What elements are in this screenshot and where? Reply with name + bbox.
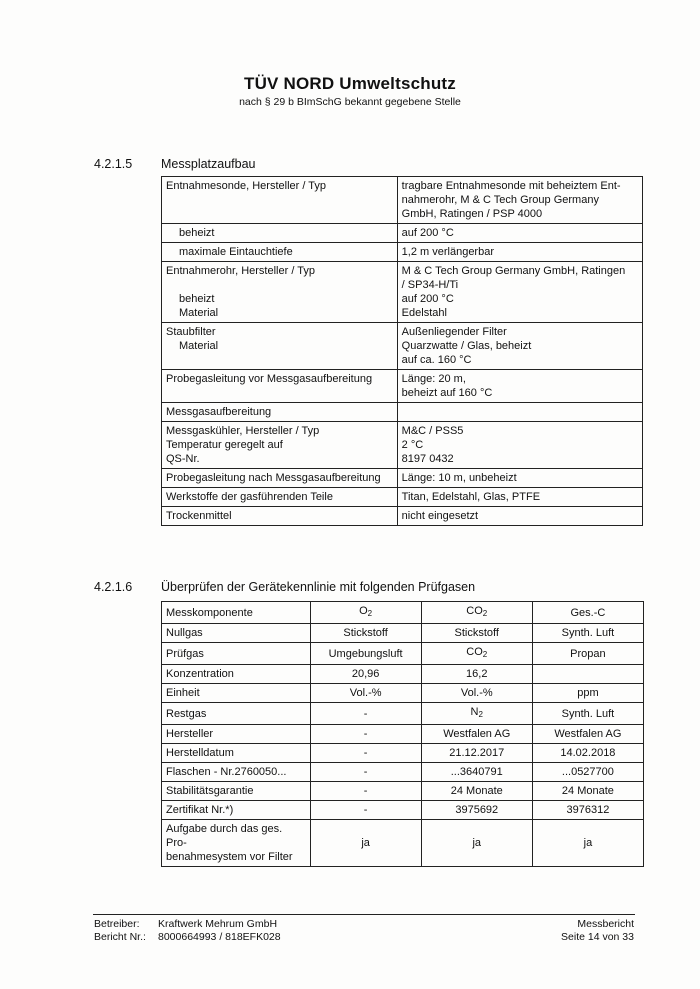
gas-table-row <box>162 763 644 782</box>
setup-row <box>162 243 643 262</box>
setup-value: GmbH, Ratingen / PSP 4000 <box>401 208 543 220</box>
gas-cell-o2-text: - <box>363 766 368 778</box>
setup-label-cell <box>162 177 398 224</box>
setup-value-cell <box>397 243 642 262</box>
gas-cell-o2 <box>310 782 421 801</box>
footer-values <box>158 918 281 944</box>
section-number-2: 4.2.1.6 <box>94 580 133 594</box>
page-number: Seite 14 von 33 <box>561 931 634 943</box>
gas-cell-o2-text: - <box>363 728 368 740</box>
gas-cell-co2 <box>421 763 532 782</box>
gas-cell-o2 <box>310 624 421 643</box>
setup-value-cell <box>397 469 642 488</box>
betreiber-value: Kraftwerk Mehrum GmbH <box>158 918 278 930</box>
setup-value: Länge: 20 m, <box>401 373 466 385</box>
setup-value-cell <box>397 224 642 243</box>
setup-label: Entnahmerohr, Hersteller / Typ <box>166 265 315 277</box>
setup-value: auf 200 °C <box>401 293 454 305</box>
gas-cell-o2 <box>310 684 421 703</box>
bericht-value: 8000664993 / 818EFK028 <box>158 931 281 943</box>
gas-cell-o2 <box>310 801 421 820</box>
setup-value: beheizt auf 160 °C <box>401 387 493 399</box>
gas-table-header <box>162 602 644 624</box>
gas-cell-o2-text: 20,96 <box>351 668 380 680</box>
gas-cell-co2 <box>421 643 532 665</box>
test-gas-table <box>161 601 644 867</box>
gas-cell-co2 <box>421 725 532 744</box>
setup-value: nahmerohr, M & C Tech Group Germany <box>401 194 599 206</box>
gas-cell-o2 <box>310 744 421 763</box>
gas-row-label-text: Flaschen - Nr.2760050... <box>166 766 287 778</box>
column-header-label-text: Messkomponente <box>166 606 253 619</box>
setup-label-cell <box>162 262 398 323</box>
section-title-1: Messplatzaufbau <box>161 157 256 171</box>
setup-label: Material <box>179 307 219 319</box>
setup-value: auf 200 °C <box>401 227 454 239</box>
gas-row-label <box>162 782 311 801</box>
setup-value: Titan, Edelstahl, Glas, PTFE <box>401 491 541 503</box>
footer-right <box>561 918 634 944</box>
setup-label-cell <box>162 507 398 526</box>
bericht-label: Bericht Nr.: <box>94 931 146 943</box>
setup-label: Probegasleitung vor Messgasaufbereitung <box>166 373 373 385</box>
gas-row-label <box>162 643 311 665</box>
doc-type: Messbericht <box>577 918 634 930</box>
gas-cell-co2-text: ja <box>472 837 482 849</box>
gas-row-label <box>162 684 311 703</box>
gas-cell-gesc <box>532 820 643 867</box>
gas-cell-co2 <box>421 744 532 763</box>
gas-cell-o2-text: - <box>363 747 368 759</box>
gas-cell-gesc-text: Westfalen AG <box>554 728 622 740</box>
setup-row <box>162 370 643 403</box>
gas-table-row <box>162 820 644 867</box>
setup-label: Messgasaufbereitung <box>166 406 272 418</box>
setup-label: beheizt <box>179 227 215 239</box>
gas-cell-o2-text: - <box>363 804 368 816</box>
gas-table-row <box>162 782 644 801</box>
document-subtitle: nach § 29 b BImSchG bekannt gegebene Stelle <box>239 96 461 108</box>
setup-row <box>162 507 643 526</box>
gas-cell-o2-text: - <box>363 707 368 720</box>
gas-row-label <box>162 801 311 820</box>
gas-cell-co2-text: CO <box>466 646 483 658</box>
gas-row-label <box>162 820 311 867</box>
gas-cell-gesc-text: Propan <box>570 647 606 660</box>
setup-label: beheizt <box>179 293 215 305</box>
gas-table-row <box>162 684 644 703</box>
setup-value: Länge: 10 m, unbeheizt <box>401 472 517 484</box>
column-header-gesc <box>532 602 643 624</box>
gas-cell-co2 <box>421 703 532 725</box>
setup-label: Werkstoffe der gasführenden Teile <box>166 491 333 503</box>
gas-row-label-text: Herstelldatum <box>166 747 234 759</box>
setup-row <box>162 488 643 507</box>
section-title-2: Überprüfen der Gerätekennlinie mit folgenden Prüfgasen <box>161 580 476 594</box>
gas-cell-o2 <box>310 665 421 684</box>
setup-label: Staubfilter <box>166 326 216 338</box>
setup-label: Trockenmittel <box>166 510 232 522</box>
setup-value: M&C / PSS5 <box>401 425 464 437</box>
gas-table-row <box>162 801 644 820</box>
setup-value <box>402 405 638 419</box>
setup-value-cell <box>397 403 642 422</box>
gas-cell-co2-text: Vol.-% <box>460 687 493 699</box>
gas-table-row <box>162 703 644 725</box>
setup-value: tragbare Entnahmesonde mit beheiztem Ent- <box>401 180 621 192</box>
setup-label-cell <box>162 243 398 262</box>
setup-value: 8197 0432 <box>401 453 454 465</box>
gas-table-row <box>162 744 644 763</box>
gas-cell-gesc <box>532 684 643 703</box>
gas-cell-gesc-text: 14.02.2018 <box>560 747 616 759</box>
setup-value: auf ca. 160 °C <box>401 354 472 366</box>
gas-cell-co2-text: 16,2 <box>466 668 488 680</box>
gas-cell-gesc-text: ppm <box>577 687 599 699</box>
column-header-o2 <box>310 602 421 624</box>
gas-cell-gesc <box>532 782 643 801</box>
gas-cell-gesc-text: 3976312 <box>566 804 610 816</box>
setup-row <box>162 224 643 243</box>
gas-cell-co2-text: N <box>470 706 479 718</box>
gas-row-label-text: Prüfgas <box>166 647 204 660</box>
setup-value-cell <box>397 262 642 323</box>
gas-cell-o2-text: Stickstoff <box>343 627 388 639</box>
gas-row-label <box>162 624 311 643</box>
setup-value: 1,2 m verlängerbar <box>401 246 494 258</box>
gas-table-row <box>162 665 644 684</box>
setup-value-cell <box>397 323 642 370</box>
setup-label: Temperatur geregelt auf <box>166 439 283 451</box>
gas-cell-o2 <box>310 703 421 725</box>
setup-value-cell <box>397 370 642 403</box>
setup-value: M & C Tech Group Germany GmbH, Ratingen <box>401 265 626 277</box>
gas-cell-co2-text: 24 Monate <box>450 785 503 797</box>
gas-row-label <box>162 665 311 684</box>
setup-value: 2 °C <box>401 439 424 451</box>
gas-cell-gesc <box>532 725 643 744</box>
gas-cell-o2-text: ja <box>361 837 370 849</box>
gas-table-row <box>162 624 644 643</box>
gas-row-label-text: Einheit <box>166 687 200 699</box>
gas-cell-gesc <box>532 801 643 820</box>
gas-row-label-text: Nullgas <box>166 627 203 639</box>
betreiber-label: Betreiber: <box>94 918 140 930</box>
gas-cell-co2 <box>421 684 532 703</box>
gas-row-label-text: Zertifikat Nr.*) <box>166 804 234 816</box>
document-title: TÜV NORD Umweltschutz <box>244 74 456 93</box>
gas-cell-co2-subscript: 2 <box>482 650 488 659</box>
gas-cell-co2 <box>421 665 532 684</box>
gas-cell-gesc <box>532 763 643 782</box>
gas-row-label <box>162 763 311 782</box>
gas-cell-o2-text: - <box>363 785 368 797</box>
setup-label: Material <box>179 340 219 352</box>
gas-row-label-text: Restgas <box>166 707 207 720</box>
gas-cell-co2-text: 21.12.2017 <box>449 747 505 759</box>
gas-cell-gesc <box>532 665 643 684</box>
section-number-1: 4.2.1.5 <box>94 157 133 171</box>
column-header-label <box>162 602 311 624</box>
gas-cell-co2-text: Westfalen AG <box>443 728 511 740</box>
gas-cell-co2-text: ...3640791 <box>450 766 503 778</box>
setup-label: Probegasleitung nach Messgasaufbereitung <box>166 472 381 484</box>
setup-label: Entnahmesonde, Hersteller / Typ <box>166 180 326 192</box>
gas-cell-o2 <box>310 725 421 744</box>
gas-row-label-line2: benahmesystem vor Filter <box>166 851 293 863</box>
gas-row-label <box>162 744 311 763</box>
gas-row-label-text: Aufgabe durch das ges. Pro- <box>166 823 283 849</box>
gas-cell-co2 <box>421 820 532 867</box>
setup-row <box>162 177 643 224</box>
setup-label-cell <box>162 224 398 243</box>
setup-label: Messgaskühler, Hersteller / Typ <box>166 425 320 437</box>
footer-labels <box>94 918 146 944</box>
footer-divider <box>93 914 635 915</box>
gas-cell-o2-text: Umgebungsluft <box>328 647 403 660</box>
setup-label-cell <box>162 422 398 469</box>
setup-label: QS-Nr. <box>166 453 200 465</box>
setup-row <box>162 262 643 323</box>
gas-row-label <box>162 725 311 744</box>
column-header-co2-subscript: 2 <box>482 609 488 618</box>
setup-value: / SP34-H/Ti <box>401 279 459 291</box>
gas-row-label-text: Konzentration <box>166 668 234 680</box>
gas-row-label <box>162 703 311 725</box>
gas-cell-co2 <box>421 782 532 801</box>
setup-value: nicht eingesetzt <box>401 510 479 522</box>
setup-value-cell <box>397 488 642 507</box>
setup-label-cell <box>162 370 398 403</box>
setup-row <box>162 469 643 488</box>
gas-row-label-text: Hersteller <box>166 728 214 740</box>
gas-cell-co2-subscript: 2 <box>478 710 483 719</box>
gas-cell-gesc <box>532 624 643 643</box>
gas-cell-gesc-text: 24 Monate <box>561 785 614 797</box>
gas-cell-gesc <box>532 744 643 763</box>
setup-value: Außenliegender Filter <box>401 326 507 338</box>
gas-table-row <box>162 725 644 744</box>
gas-cell-o2 <box>310 643 421 665</box>
gas-table-row <box>162 643 644 665</box>
setup-label-cell <box>162 488 398 507</box>
gas-cell-o2 <box>310 820 421 867</box>
gas-cell-gesc <box>532 643 643 665</box>
setup-value-cell <box>397 422 642 469</box>
column-header-gesc-text: Ges.-C <box>570 606 606 619</box>
setup-label-cell <box>162 469 398 488</box>
gas-cell-gesc-text: ...0527700 <box>561 766 614 778</box>
gas-cell-gesc-text: Synth. Luft <box>561 707 615 720</box>
setup-label: maximale Eintauchtiefe <box>179 246 293 258</box>
column-header-o2-text: O <box>359 605 368 617</box>
gas-cell-o2 <box>310 763 421 782</box>
setup-row <box>162 323 643 370</box>
measurement-setup-table <box>161 176 643 526</box>
gas-cell-gesc-text: ja <box>583 837 593 849</box>
gas-cell-gesc-text: Synth. Luft <box>561 627 615 639</box>
setup-value-cell <box>397 177 642 224</box>
setup-value-cell <box>397 507 642 526</box>
gas-cell-co2-text: Stickstoff <box>454 627 499 639</box>
gas-cell-gesc <box>532 703 643 725</box>
setup-value: Edelstahl <box>401 307 447 319</box>
column-header-o2-subscript: 2 <box>367 609 373 618</box>
gas-cell-co2 <box>421 624 532 643</box>
setup-row <box>162 403 643 422</box>
column-header-co2-text: CO <box>466 605 483 617</box>
gas-row-label-text: Stabilitätsgarantie <box>166 785 254 797</box>
gas-cell-o2-text: Vol.-% <box>349 687 382 699</box>
setup-label <box>166 278 393 292</box>
gas-cell-co2-text: 3975692 <box>455 804 499 816</box>
column-header-co2 <box>421 602 532 624</box>
gas-cell-co2 <box>421 801 532 820</box>
setup-value: Quarzwatte / Glas, beheizt <box>401 340 532 352</box>
setup-label-cell <box>162 323 398 370</box>
setup-label-cell <box>162 403 398 422</box>
setup-row <box>162 422 643 469</box>
